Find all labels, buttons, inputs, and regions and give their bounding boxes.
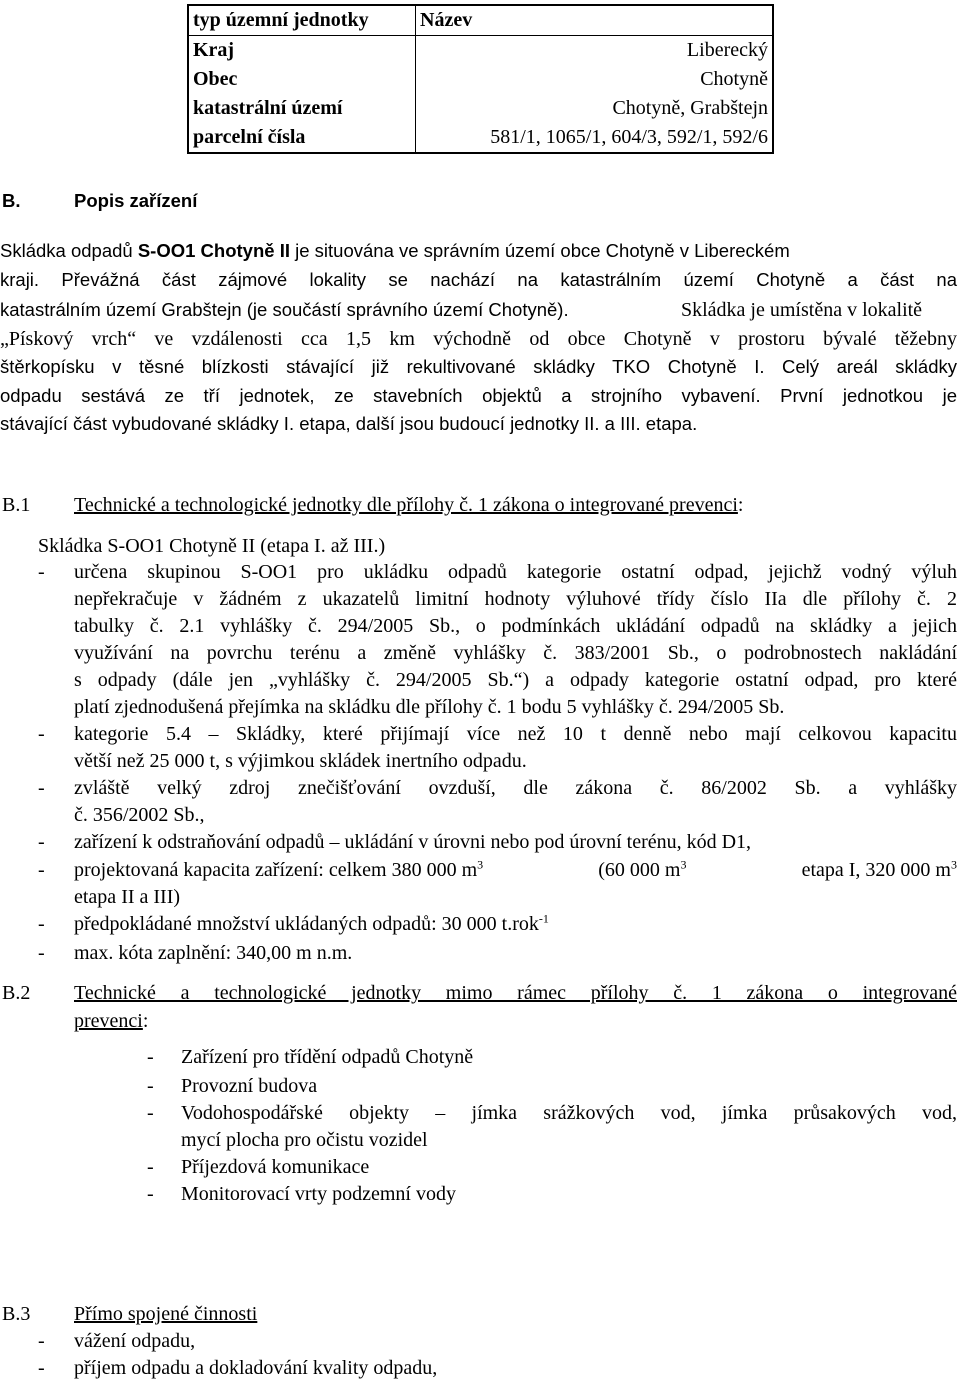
table-header-cell: typ územní jednotky: [188, 5, 416, 36]
b1-capacity-text: [802, 859, 957, 882]
b1-item-line: etapa II a III): [74, 886, 181, 908]
bullet-dash: -: [38, 1330, 45, 1352]
b3-number: B.3: [2, 1303, 31, 1325]
b1-capacity-text: [598, 859, 686, 882]
b1-item-line: [74, 913, 549, 936]
table-cell: 581/1, 1065/1, 604/3, 592/1, 592/6: [490, 126, 768, 148]
b1-item-line: platí zjednodušená přejímka na skládku dle přílohy č. 1 bodu 5 vyhlášky č. 294/2005 Sb.: [74, 696, 785, 718]
table-cell: katastrální území: [188, 94, 416, 123]
table-cell: Obec: [188, 65, 416, 94]
b2-item: Provozní budova: [181, 1075, 318, 1097]
b1-capacity-line: [74, 859, 957, 882]
intro-text: katastrálním území Grabštejn (je součástí správního území Chotyně).: [0, 299, 569, 320]
b1-title-text: Technické a technologické jednotky dle přílohy č. 1 zákona o integrované prevenci: [74, 494, 738, 516]
b2-colon: :: [142, 1010, 149, 1032]
bullet-dash: -: [147, 1183, 154, 1205]
intro-line-1: [0, 240, 957, 262]
intro-line-2: kraji. Převážná část zájmové lokality se nachází na katastrálním území Chotyně a část na: [0, 269, 957, 290]
b2-item: Monitorovací vrty podzemní vody: [181, 1183, 456, 1205]
cap-sup: 3: [477, 857, 484, 872]
b2-title-text: prevenci: [74, 1010, 143, 1032]
table-row: [188, 94, 773, 123]
b1-item-line: kategorie 5.4 – Skládky, které přijímají více než 10 t denně nebo mají celkovou kapacitu: [74, 723, 957, 745]
b1-item-line: zvláště velký zdroj znečišťování ovzduší, dle zákona č. 86/2002 Sb. a vyhlášky: [74, 777, 957, 799]
section-b-number: B.: [2, 190, 21, 211]
intro-line-3: [0, 299, 569, 321]
bullet-dash: -: [38, 723, 45, 745]
cap-sup: 3: [680, 857, 687, 872]
table-row: [188, 65, 773, 94]
b1-qty-text: předpokládané množství ukládaných odpadů: 30 000 t.rok: [74, 913, 539, 935]
b2-number: B.2: [2, 982, 31, 1004]
cap-sup: 3: [950, 857, 957, 872]
territory-table: [187, 4, 774, 154]
bullet-dash: -: [147, 1075, 154, 1097]
b2-item: Zařízení pro třídění odpadů Chotyně: [181, 1046, 474, 1068]
bullet-dash: -: [38, 831, 45, 853]
b2-item: Vodohospodářské objekty – jímka srážkových vod, jímka průsakových vod,: [181, 1102, 957, 1124]
b1-subtitle: Skládka S-OO1 Chotyně II (etapa I. až III.): [38, 535, 386, 557]
table-cell: Liberecký: [686, 39, 768, 61]
b1-item-line: nepřekračuje v žádném z ukazatelů limitní hodnoty výluhové třídy číslo IIa dle přílohy č. 2: [74, 588, 957, 610]
b3-item: vážení odpadu,: [74, 1330, 196, 1352]
bullet-dash: -: [38, 777, 45, 799]
b1-colon: :: [737, 494, 744, 516]
b1-number: B.1: [2, 494, 31, 516]
bullet-dash: -: [147, 1046, 154, 1068]
cap-b: (60 000 m: [598, 859, 681, 881]
section-b-title: Popis zařízení: [74, 190, 198, 211]
b2-item: Příjezdová komunikace: [181, 1156, 370, 1178]
bullet-dash: -: [38, 1357, 45, 1379]
intro-text: je situována ve správním území obce Chotyně v Libereckém: [289, 240, 790, 261]
intro-bold: S-OO1 Chotyně II: [137, 240, 290, 261]
bullet-dash: -: [38, 859, 45, 881]
b1-title: [74, 494, 743, 517]
table-row: [188, 36, 773, 66]
intro-text: Skládka odpadů: [0, 240, 138, 261]
intro-line-5: štěrkopísku v těsné blízkosti stávající již rekultivované skládky TKO Chotyně I. Celý areál skládky: [0, 356, 957, 377]
cap-a: projektovaná kapacita zařízení: celkem 380 000 m: [74, 859, 478, 881]
b2-title-line-2: [74, 1010, 148, 1033]
table-cell: Chotyně, Grabštejn: [612, 97, 768, 119]
b1-item-line: využívání na povrchu terénu a změně vyhlášky č. 383/2001 Sb., o podrobnostech nakládání: [74, 642, 957, 664]
table-header-row: [188, 5, 773, 36]
table-cell: Kraj: [188, 36, 416, 66]
table-cell: Chotyně: [700, 68, 768, 90]
b1-item-line: max. kóta zaplnění: 340,00 m n.m.: [74, 942, 353, 964]
b1-qty-sup: -1: [538, 911, 549, 926]
b1-item-line: č. 356/2002 Sb.,: [74, 804, 205, 826]
b1-item-line: větší než 25 000 t, s výjimkou skládek inertního odpadu.: [74, 750, 527, 772]
bullet-dash: -: [38, 942, 45, 964]
b1-item-line: zařízení k odstraňování odpadů – ukládání v úrovni nebo pod úrovní terénu, kód D1,: [74, 831, 752, 853]
b1-capacity-text: [74, 859, 483, 882]
table-cell: parcelní čísla: [188, 123, 416, 153]
b3-item: příjem odpadu a dokladování kvality odpadu,: [74, 1357, 438, 1379]
intro-line-4: „Pískový vrch“ ve vzdálenosti cca 1,5 km východně od obce Chotyně v prostoru bývalé těžebny: [0, 328, 957, 350]
b1-item-line: s odpady (dále jen „vyhlášky č. 294/2005 Sb.“) a odpady kategorie ostatní odpad, pro které: [74, 669, 957, 691]
table-row: [188, 123, 773, 153]
b2-title-line-1: Technické a technologické jednotky mimo rámec přílohy č. 1 zákona o integrované: [74, 982, 957, 1004]
bullet-dash: -: [147, 1102, 154, 1124]
cap-c: etapa I, 320 000 m: [801, 859, 951, 881]
b1-item-line: tabulky č. 2.1 vyhlášky č. 294/2005 Sb., o podmínkách ukládání odpadů na skládky a jejich: [74, 615, 957, 637]
table-header-cell: Název: [416, 5, 774, 36]
bullet-dash: -: [38, 561, 45, 583]
intro-line-3b: Skládka je umístěna v lokalitě: [681, 299, 923, 321]
bullet-dash: -: [38, 913, 45, 935]
bullet-dash: -: [147, 1156, 154, 1178]
b3-title: Přímo spojené činnosti: [74, 1303, 258, 1325]
b1-item-line: určena skupinou S-OO1 pro ukládku odpadů kategorie ostatní odpad, jejichž vodný výluh: [74, 561, 957, 583]
intro-line-7: stávající část vybudované skládky I. etapa, další jsou budoucí jednotky II. a III. etapa.: [0, 413, 698, 434]
b2-item: mycí plocha pro očistu vozidel: [181, 1129, 428, 1151]
intro-line-6: odpadu sestává ze tří jednotek, ze stavebních objektů a strojního vybavení. První jednotkou je: [0, 385, 957, 406]
